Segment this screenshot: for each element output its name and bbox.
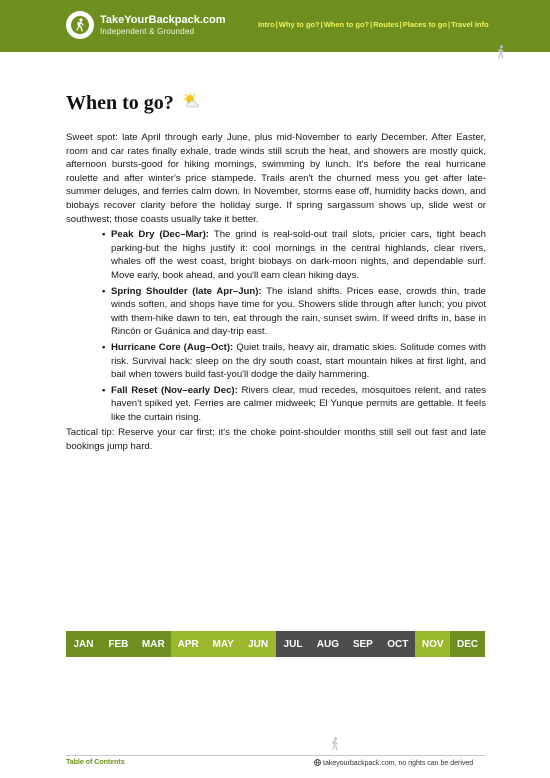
nav-separator: |: [275, 20, 278, 29]
month-cell: NOV: [415, 631, 450, 657]
season-description: Quiet trails, heavy air, dramatic skies. Solitude comes with risk. Survival hack: sleep on the dry south coast, start mountain hikes at first light, and bail when towers build fast-you'll dodge the daily hammering.: [111, 341, 486, 381]
hiker-icon: [496, 45, 506, 64]
top-bar: [0, 0, 550, 52]
hiker-logo-icon[interactable]: [66, 11, 94, 39]
list-item: [102, 228, 486, 282]
season-name: Hurricane Core (Aug–Oct):: [111, 341, 234, 353]
month-cell: AUG: [310, 631, 345, 657]
nav-separator: |: [447, 20, 451, 29]
month-cell: JAN: [66, 631, 101, 657]
month-cell: FEB: [101, 631, 136, 657]
nav-separator: |: [399, 20, 402, 29]
globe-icon: [314, 759, 321, 768]
nav-when-to-go[interactable]: When to go?: [323, 20, 370, 29]
month-cell: SEP: [345, 631, 380, 657]
season-list: [102, 228, 486, 424]
season-name: Peak Dry (Dec–Mar):: [111, 229, 209, 241]
page-heading: [66, 92, 202, 116]
nav-places-to-go[interactable]: Places to go: [402, 20, 447, 29]
table-of-contents-link[interactable]: Table of Contents: [66, 759, 125, 766]
nav-why-to-go[interactable]: Why to go?: [278, 20, 320, 29]
nav-routes[interactable]: Routes: [373, 20, 399, 29]
season-name: Spring Shoulder (late Apr–Jun):: [111, 285, 262, 297]
list-item: [102, 341, 486, 382]
nav-intro[interactable]: Intro: [258, 20, 275, 29]
brand-tagline: Independent & Grounded: [100, 27, 195, 36]
top-nav: [258, 20, 489, 29]
list-item: [102, 285, 486, 339]
month-strip: [66, 631, 485, 657]
nav-separator: |: [370, 20, 373, 29]
season-description: The island shifts. Prices ease, crowds thin, trade winds soften, and shops have time for you. Showers slide through after lunch; you pivot with them-hike dawn to ten, eat through the rain, sunset swim. If weed drifts in, base in Rincón or Guánica and day-trip east.: [111, 285, 486, 338]
month-cell: APR: [171, 631, 206, 657]
month-cell: MAY: [206, 631, 241, 657]
season-name: Fall Reset (Nov–early Dec):: [111, 384, 238, 396]
tactical-tip: Tactical tip: Reserve your car first; it's the choke point-shoulder months still sell out fast and late bookings jump hard.: [66, 427, 486, 453]
month-cell: JUL: [276, 631, 311, 657]
month-cell: MAR: [136, 631, 171, 657]
sun-behind-cloud-icon: [182, 93, 202, 114]
footer-divider: [66, 755, 485, 756]
nav-travel-info[interactable]: Travel info: [451, 20, 489, 29]
nav-separator: |: [320, 20, 323, 29]
footer-copyright-text: takeyourbackpack.com, no rights can be derived: [323, 760, 474, 767]
page-title: When to go?: [66, 92, 174, 114]
hiker-icon: [330, 737, 340, 756]
month-cell: JUN: [241, 631, 276, 657]
month-cell: OCT: [380, 631, 415, 657]
footer-copyright: [314, 759, 473, 768]
main-content: [66, 131, 486, 456]
list-item: [102, 384, 486, 425]
brand-name[interactable]: TakeYourBackpack.com: [100, 14, 226, 26]
season-description: Rivers clear, mud recedes, mosquitoes relent, and rates haven't spiked yet. Ferries are calmer midweek; El Yunque permits are gettable. It feels like the curtain rising.: [111, 384, 486, 423]
season-description: The grind is real-sold-out trail slots, pricier cars, tight beach parking-but the highs justify it: cool mornings in the central highlands, clear rivers, whales off the west coast, bright biobays on dark-moon nights, and dependable surf. Move early, book ahead, and you'll earn clean hiking days.: [111, 229, 486, 281]
intro-paragraph: Sweet spot: late April through early June, plus mid-November to early December. After Easter, room and car rates finally exhale, trade winds still scrub the heat, and showers are mostly quick, afternoon bursts-good for hiking mornings, swimming by lunch. It's before the real hurricane roulette and after winter's price stampede. Trails aren't the churned mess you get after late-summer deluges, and ferries calm down. In November, storms ease off, humidity backs down, and biobays recover clarity before the holiday surge. If spring sargassum shows up, slide west or southwest; those coasts usually take it better.: [66, 132, 486, 225]
month-cell: DEC: [450, 631, 485, 657]
